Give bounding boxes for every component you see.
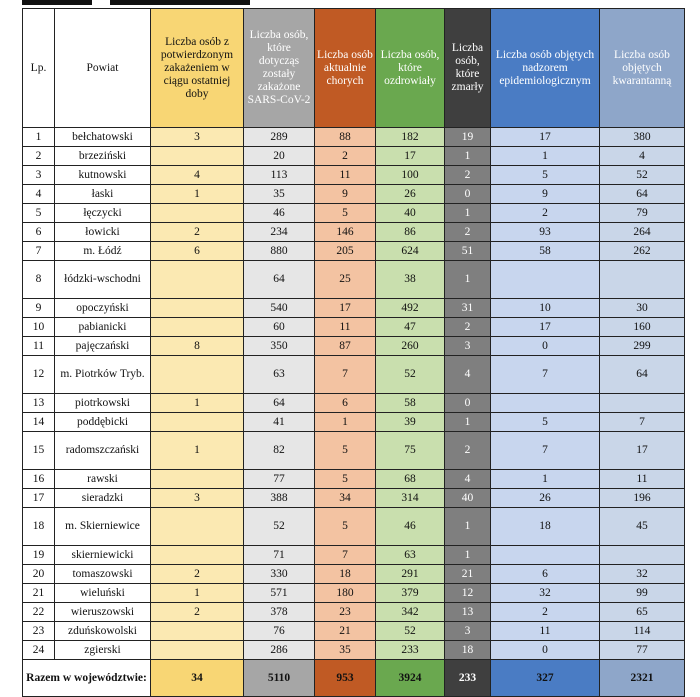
cell-epidemiological-supervision: 5 xyxy=(491,413,600,432)
table-row xyxy=(23,394,685,413)
cell-deceased: 3 xyxy=(445,337,491,356)
cell-currently-ill: 11 xyxy=(315,166,376,185)
header-rule xyxy=(0,0,700,8)
cell-total-infected: 330 xyxy=(244,565,315,584)
cell-total-infected: 286 xyxy=(244,641,315,660)
cell-powiat: łowicki xyxy=(55,223,151,242)
cell-confirmed-last-day xyxy=(151,318,244,337)
table-row xyxy=(23,413,685,432)
cell-currently-ill: 17 xyxy=(315,299,376,318)
cell-quarantine: 262 xyxy=(600,242,685,261)
cell-currently-ill: 23 xyxy=(315,603,376,622)
cell-powiat: poddębicki xyxy=(55,413,151,432)
cell-currently-ill: 11 xyxy=(315,318,376,337)
cell-recovered: 58 xyxy=(376,394,445,413)
header-currently-ill: Liczba osób aktualnie chorych xyxy=(315,9,376,128)
cell-total-infected: 77 xyxy=(244,470,315,489)
cell-lp: 24 xyxy=(23,641,55,660)
table-row xyxy=(23,508,685,546)
cell-total-infected: 71 xyxy=(244,546,315,565)
cell-quarantine: 32 xyxy=(600,565,685,584)
table-row xyxy=(23,584,685,603)
cell-recovered: 39 xyxy=(376,413,445,432)
cell-total-infected: 378 xyxy=(244,603,315,622)
cell-total-infected: 35 xyxy=(244,185,315,204)
cell-lp: 2 xyxy=(23,147,55,166)
cell-lp: 21 xyxy=(23,584,55,603)
total-currently-ill: 953 xyxy=(315,660,376,697)
cell-confirmed-last-day xyxy=(151,470,244,489)
cell-total-infected: 540 xyxy=(244,299,315,318)
header-row xyxy=(23,9,685,128)
header-quarantine: Liczba osób objętych kwarantanną xyxy=(600,9,685,128)
cell-confirmed-last-day: 8 xyxy=(151,337,244,356)
cell-epidemiological-supervision: 0 xyxy=(491,641,600,660)
cell-currently-ill: 34 xyxy=(315,489,376,508)
header-lp: Lp. xyxy=(23,9,55,128)
cell-quarantine: 99 xyxy=(600,584,685,603)
cell-powiat: wieluński xyxy=(55,584,151,603)
table-row xyxy=(23,185,685,204)
total-quarantine: 2321 xyxy=(600,660,685,697)
total-recovered: 3924 xyxy=(376,660,445,697)
cell-epidemiological-supervision: 11 xyxy=(491,622,600,641)
cell-lp: 18 xyxy=(23,508,55,546)
cell-deceased: 2 xyxy=(445,432,491,470)
cell-epidemiological-supervision: 58 xyxy=(491,242,600,261)
cell-recovered: 75 xyxy=(376,432,445,470)
cell-currently-ill: 21 xyxy=(315,622,376,641)
cell-confirmed-last-day xyxy=(151,204,244,223)
cell-recovered: 342 xyxy=(376,603,445,622)
totals-label: Razem w województwie: xyxy=(23,660,151,697)
cell-deceased: 2 xyxy=(445,166,491,185)
cell-recovered: 52 xyxy=(376,622,445,641)
cell-quarantine: 64 xyxy=(600,356,685,394)
cell-currently-ill: 18 xyxy=(315,565,376,584)
cell-quarantine: 65 xyxy=(600,603,685,622)
cell-quarantine: 264 xyxy=(600,223,685,242)
cell-currently-ill: 146 xyxy=(315,223,376,242)
table-row xyxy=(23,204,685,223)
cell-deceased: 2 xyxy=(445,223,491,242)
cell-quarantine: 11 xyxy=(600,470,685,489)
cell-quarantine: 45 xyxy=(600,508,685,546)
cell-recovered: 52 xyxy=(376,356,445,394)
cell-powiat: tomaszowski xyxy=(55,565,151,584)
table-row xyxy=(23,641,685,660)
cell-epidemiological-supervision: 7 xyxy=(491,432,600,470)
cell-deceased: 40 xyxy=(445,489,491,508)
cell-powiat: opoczyński xyxy=(55,299,151,318)
cell-lp: 4 xyxy=(23,185,55,204)
cell-total-infected: 880 xyxy=(244,242,315,261)
cell-powiat: brzeziński xyxy=(55,147,151,166)
cell-confirmed-last-day xyxy=(151,147,244,166)
cell-currently-ill: 7 xyxy=(315,356,376,394)
cell-powiat: kutnowski xyxy=(55,166,151,185)
table-body xyxy=(23,128,685,660)
cell-deceased: 1 xyxy=(445,546,491,565)
cell-epidemiological-supervision xyxy=(491,394,600,413)
cell-confirmed-last-day: 2 xyxy=(151,565,244,584)
header-deceased: Liczba osób, które zmarły xyxy=(445,9,491,128)
cell-epidemiological-supervision: 6 xyxy=(491,565,600,584)
cell-confirmed-last-day xyxy=(151,641,244,660)
cell-deceased: 3 xyxy=(445,622,491,641)
covid-district-table xyxy=(22,8,685,697)
header-recovered: Liczba osób, które ozdrowiały xyxy=(376,9,445,128)
cell-deceased: 21 xyxy=(445,565,491,584)
cell-deceased: 0 xyxy=(445,394,491,413)
header-total-infected: Liczba osób, które dotycząs zostały zakażone SARS-CoV-2 xyxy=(244,9,315,128)
cell-confirmed-last-day xyxy=(151,546,244,565)
cell-lp: 16 xyxy=(23,470,55,489)
cell-total-infected: 63 xyxy=(244,356,315,394)
cell-powiat: łaski xyxy=(55,185,151,204)
cell-total-infected: 82 xyxy=(244,432,315,470)
cell-deceased: 1 xyxy=(445,204,491,223)
cell-lp: 14 xyxy=(23,413,55,432)
cell-recovered: 624 xyxy=(376,242,445,261)
cell-quarantine: 52 xyxy=(600,166,685,185)
cell-powiat: m. Piotrków Tryb. xyxy=(55,356,151,394)
cell-currently-ill: 7 xyxy=(315,546,376,565)
cell-confirmed-last-day: 3 xyxy=(151,489,244,508)
cell-currently-ill: 5 xyxy=(315,204,376,223)
cell-recovered: 314 xyxy=(376,489,445,508)
cell-quarantine: 114 xyxy=(600,622,685,641)
cell-epidemiological-supervision: 2 xyxy=(491,204,600,223)
cell-confirmed-last-day xyxy=(151,413,244,432)
cell-recovered: 40 xyxy=(376,204,445,223)
cell-quarantine: 64 xyxy=(600,185,685,204)
cell-lp: 7 xyxy=(23,242,55,261)
cell-deceased: 1 xyxy=(445,413,491,432)
table-row xyxy=(23,318,685,337)
cell-quarantine xyxy=(600,546,685,565)
cell-currently-ill: 5 xyxy=(315,432,376,470)
cell-total-infected: 64 xyxy=(244,394,315,413)
cell-lp: 19 xyxy=(23,546,55,565)
cell-recovered: 47 xyxy=(376,318,445,337)
cell-confirmed-last-day: 1 xyxy=(151,185,244,204)
cell-total-infected: 41 xyxy=(244,413,315,432)
totals-row xyxy=(23,660,685,697)
cell-deceased: 1 xyxy=(445,147,491,166)
cell-total-infected: 113 xyxy=(244,166,315,185)
cell-lp: 8 xyxy=(23,261,55,299)
cell-powiat: zduńskowolski xyxy=(55,622,151,641)
cell-powiat: pabianicki xyxy=(55,318,151,337)
cell-confirmed-last-day: 2 xyxy=(151,603,244,622)
cell-currently-ill: 2 xyxy=(315,147,376,166)
cell-powiat: pajęczański xyxy=(55,337,151,356)
cell-confirmed-last-day: 3 xyxy=(151,128,244,147)
cell-lp: 13 xyxy=(23,394,55,413)
cell-lp: 10 xyxy=(23,318,55,337)
cell-confirmed-last-day: 6 xyxy=(151,242,244,261)
cell-confirmed-last-day: 2 xyxy=(151,223,244,242)
cell-epidemiological-supervision: 10 xyxy=(491,299,600,318)
cell-powiat: łęczycki xyxy=(55,204,151,223)
table-row xyxy=(23,299,685,318)
cell-epidemiological-supervision: 18 xyxy=(491,508,600,546)
cell-recovered: 100 xyxy=(376,166,445,185)
cell-quarantine: 380 xyxy=(600,128,685,147)
cell-deceased: 51 xyxy=(445,242,491,261)
cell-quarantine: 196 xyxy=(600,489,685,508)
cell-epidemiological-supervision: 7 xyxy=(491,356,600,394)
cell-deceased: 1 xyxy=(445,508,491,546)
total-epidemiological-supervision: 327 xyxy=(491,660,600,697)
header-confirmed-last-day: Liczba osób z potwierdzonym zakażeniem w ciągu ostatniej doby xyxy=(151,9,244,128)
table-row xyxy=(23,470,685,489)
cell-total-infected: 234 xyxy=(244,223,315,242)
cell-recovered: 68 xyxy=(376,470,445,489)
cell-deceased: 2 xyxy=(445,318,491,337)
cell-lp: 3 xyxy=(23,166,55,185)
cell-deceased: 12 xyxy=(445,584,491,603)
cell-epidemiological-supervision xyxy=(491,261,600,299)
cell-deceased: 4 xyxy=(445,470,491,489)
cell-quarantine: 17 xyxy=(600,432,685,470)
cell-lp: 17 xyxy=(23,489,55,508)
cell-deceased: 13 xyxy=(445,603,491,622)
table-row xyxy=(23,128,685,147)
cell-currently-ill: 180 xyxy=(315,584,376,603)
cell-currently-ill: 87 xyxy=(315,337,376,356)
cell-confirmed-last-day xyxy=(151,299,244,318)
cell-powiat: sieradzki xyxy=(55,489,151,508)
cell-quarantine: 7 xyxy=(600,413,685,432)
total-confirmed-last-day: 34 xyxy=(151,660,244,697)
table-row xyxy=(23,565,685,584)
cell-recovered: 291 xyxy=(376,565,445,584)
table-row xyxy=(23,432,685,470)
cell-powiat: zgierski xyxy=(55,641,151,660)
cell-powiat: wieruszowski xyxy=(55,603,151,622)
cell-total-infected: 388 xyxy=(244,489,315,508)
cell-currently-ill: 25 xyxy=(315,261,376,299)
cell-recovered: 492 xyxy=(376,299,445,318)
cell-confirmed-last-day xyxy=(151,356,244,394)
cell-total-infected: 350 xyxy=(244,337,315,356)
cell-epidemiological-supervision: 32 xyxy=(491,584,600,603)
cell-confirmed-last-day: 1 xyxy=(151,584,244,603)
cell-quarantine: 79 xyxy=(600,204,685,223)
cell-powiat: m. Łódź xyxy=(55,242,151,261)
cell-epidemiological-supervision: 17 xyxy=(491,318,600,337)
cell-epidemiological-supervision: 9 xyxy=(491,185,600,204)
cell-confirmed-last-day xyxy=(151,261,244,299)
cell-lp: 6 xyxy=(23,223,55,242)
cell-deceased: 0 xyxy=(445,185,491,204)
cell-quarantine: 77 xyxy=(600,641,685,660)
cell-epidemiological-supervision: 93 xyxy=(491,223,600,242)
total-infected: 5110 xyxy=(244,660,315,697)
cell-epidemiological-supervision: 26 xyxy=(491,489,600,508)
cell-total-infected: 76 xyxy=(244,622,315,641)
cell-currently-ill: 35 xyxy=(315,641,376,660)
cell-total-infected: 64 xyxy=(244,261,315,299)
cell-currently-ill: 88 xyxy=(315,128,376,147)
table-row xyxy=(23,147,685,166)
cell-powiat: rawski xyxy=(55,470,151,489)
cell-total-infected: 571 xyxy=(244,584,315,603)
table-row xyxy=(23,489,685,508)
cell-quarantine xyxy=(600,394,685,413)
cell-confirmed-last-day xyxy=(151,622,244,641)
table-row xyxy=(23,356,685,394)
table-row xyxy=(23,223,685,242)
cell-deceased: 4 xyxy=(445,356,491,394)
cell-recovered: 86 xyxy=(376,223,445,242)
cell-confirmed-last-day: 1 xyxy=(151,394,244,413)
cell-powiat: łódzki-wschodni xyxy=(55,261,151,299)
cell-total-infected: 289 xyxy=(244,128,315,147)
cell-lp: 11 xyxy=(23,337,55,356)
cell-powiat: bełchatowski xyxy=(55,128,151,147)
cell-powiat: piotrkowski xyxy=(55,394,151,413)
table-row xyxy=(23,166,685,185)
cell-recovered: 63 xyxy=(376,546,445,565)
cell-lp: 1 xyxy=(23,128,55,147)
cell-quarantine: 30 xyxy=(600,299,685,318)
cell-deceased: 19 xyxy=(445,128,491,147)
cell-recovered: 26 xyxy=(376,185,445,204)
cell-quarantine: 299 xyxy=(600,337,685,356)
table-row xyxy=(23,261,685,299)
cell-confirmed-last-day xyxy=(151,508,244,546)
cell-deceased: 31 xyxy=(445,299,491,318)
cell-quarantine: 160 xyxy=(600,318,685,337)
cell-lp: 15 xyxy=(23,432,55,470)
cell-recovered: 46 xyxy=(376,508,445,546)
cell-total-infected: 60 xyxy=(244,318,315,337)
cell-total-infected: 46 xyxy=(244,204,315,223)
cell-recovered: 182 xyxy=(376,128,445,147)
header-powiat: Powiat xyxy=(55,9,151,128)
cell-confirmed-last-day: 4 xyxy=(151,166,244,185)
cell-recovered: 17 xyxy=(376,147,445,166)
cell-recovered: 260 xyxy=(376,337,445,356)
cell-confirmed-last-day: 1 xyxy=(151,432,244,470)
cell-lp: 22 xyxy=(23,603,55,622)
cell-epidemiological-supervision: 1 xyxy=(491,470,600,489)
cell-total-infected: 20 xyxy=(244,147,315,166)
cell-currently-ill: 6 xyxy=(315,394,376,413)
table-row xyxy=(23,242,685,261)
cell-epidemiological-supervision: 1 xyxy=(491,147,600,166)
cell-lp: 20 xyxy=(23,565,55,584)
cell-total-infected: 52 xyxy=(244,508,315,546)
table-row xyxy=(23,622,685,641)
cell-currently-ill: 1 xyxy=(315,413,376,432)
cell-lp: 9 xyxy=(23,299,55,318)
cell-epidemiological-supervision: 17 xyxy=(491,128,600,147)
cell-currently-ill: 5 xyxy=(315,508,376,546)
cell-epidemiological-supervision: 2 xyxy=(491,603,600,622)
table-row xyxy=(23,603,685,622)
header-epidemiological-supervision: Liczba osób objętych nadzorem epidemiologicznym xyxy=(491,9,600,128)
cell-quarantine: 4 xyxy=(600,147,685,166)
cell-deceased: 18 xyxy=(445,641,491,660)
cell-epidemiological-supervision xyxy=(491,546,600,565)
cell-currently-ill: 5 xyxy=(315,470,376,489)
cell-powiat: skierniewicki xyxy=(55,546,151,565)
total-deceased: 233 xyxy=(445,660,491,697)
cell-currently-ill: 205 xyxy=(315,242,376,261)
table-row xyxy=(23,337,685,356)
cell-epidemiological-supervision: 5 xyxy=(491,166,600,185)
cell-quarantine xyxy=(600,261,685,299)
cell-epidemiological-supervision: 0 xyxy=(491,337,600,356)
cell-lp: 5 xyxy=(23,204,55,223)
cell-lp: 12 xyxy=(23,356,55,394)
cell-recovered: 233 xyxy=(376,641,445,660)
cell-powiat: radomszczański xyxy=(55,432,151,470)
cell-deceased: 1 xyxy=(445,261,491,299)
cell-currently-ill: 9 xyxy=(315,185,376,204)
cell-recovered: 379 xyxy=(376,584,445,603)
table-row xyxy=(23,546,685,565)
cell-recovered: 38 xyxy=(376,261,445,299)
cell-powiat: m. Skierniewice xyxy=(55,508,151,546)
cell-lp: 23 xyxy=(23,622,55,641)
